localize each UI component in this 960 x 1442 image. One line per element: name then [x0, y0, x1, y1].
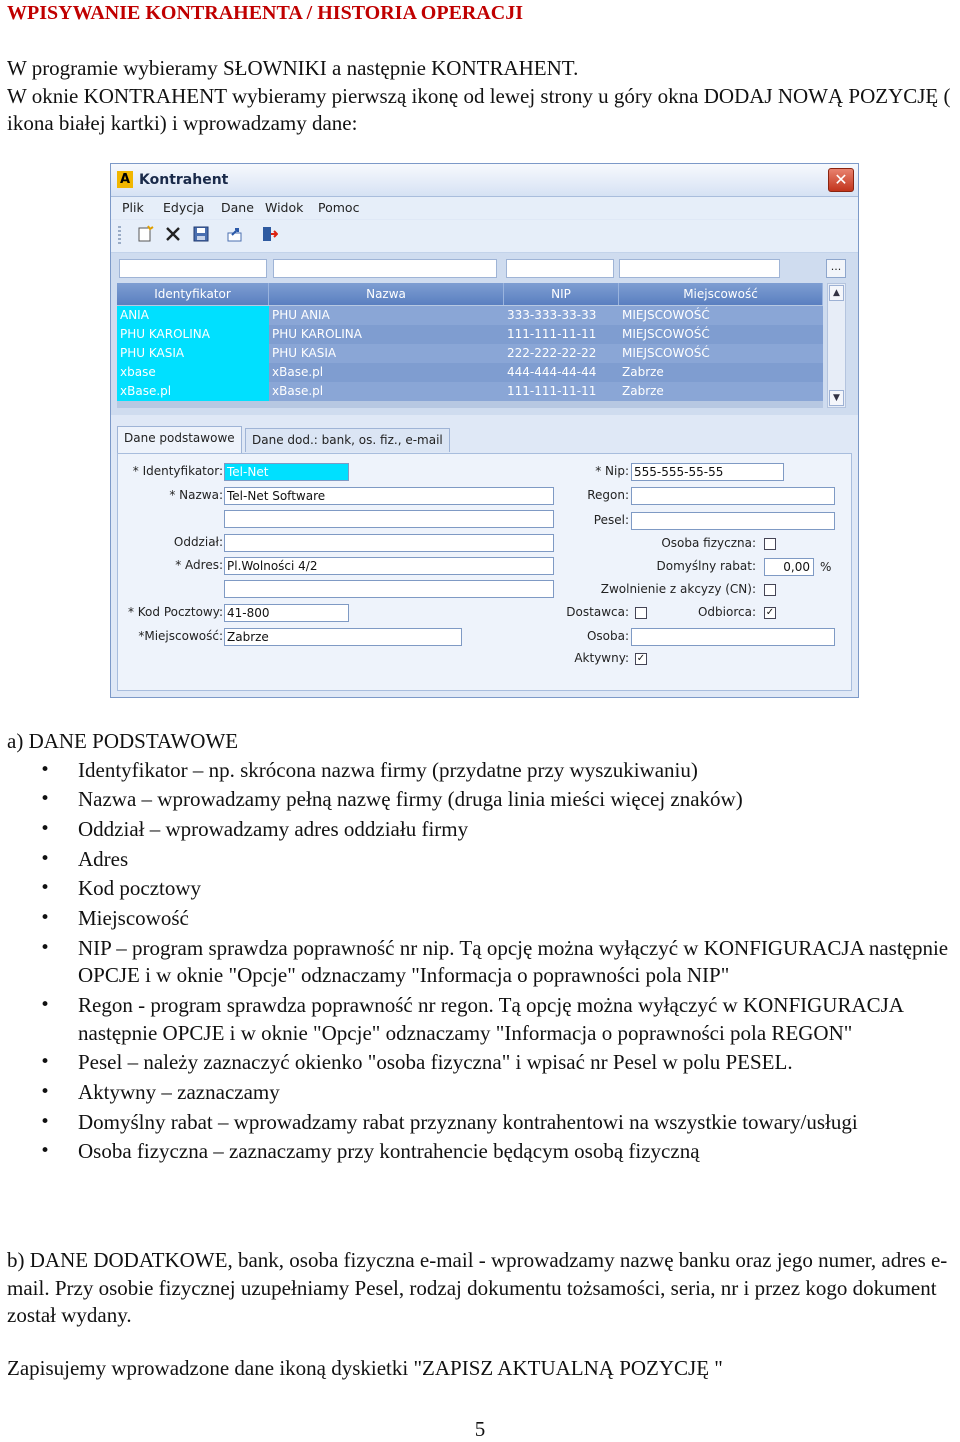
section-a-title: a) DANE PODSTAWOWE [7, 729, 239, 753]
table-row[interactable] [117, 306, 823, 325]
menu-plik[interactable]: Plik [122, 200, 144, 215]
nazwa-field[interactable]: Tel-Net Software [224, 487, 554, 505]
identyfikator-label: * Identyfikator: [132, 464, 223, 478]
aktywny-label: Aktywny: [574, 651, 629, 665]
table-row[interactable] [117, 344, 823, 363]
filter-miejscowosc[interactable] [619, 259, 780, 278]
list-item: • Aktywny – zaznaczamy [7, 1079, 959, 1107]
filter-nazwa[interactable] [273, 259, 497, 278]
cell-nip: 333-333-33-33 [504, 306, 619, 325]
osoba-label: Osoba: [586, 629, 629, 643]
new-card-icon[interactable] [135, 225, 155, 245]
cell-miejscowosc: Zabrze [619, 382, 823, 401]
adres-field[interactable]: Pl.Wolności 4/2 [224, 557, 554, 575]
cell-nazwa: PHU ANIA [269, 306, 504, 325]
section-b-text: b) DANE DODATKOWE, bank, osoba fizyczna e-mail - wprowadzamy nazwę banku oraz jego numer, adres e-mail. Przy osobie fizycznej uzupełniamy Pesel, rodzaj dokumentu tożsamości, seria, nr i przez kogo dokument został wydany. [7, 1248, 948, 1327]
kod-pocztowy-label: * Kod Pocztowy: [127, 605, 223, 619]
window-title: Kontrahent [139, 172, 229, 188]
window-titlebar [111, 164, 858, 197]
adres-line2-field[interactable] [224, 580, 554, 598]
osoba-fizyczna-checkbox[interactable] [764, 538, 776, 550]
nip-label: * Nip: [595, 464, 629, 478]
table-row[interactable] [117, 363, 823, 382]
odbiorca-checkbox[interactable]: ✓ [765, 607, 775, 618]
pesel-label: Pesel: [593, 513, 629, 527]
cell-nazwa: xBase.pl [269, 382, 504, 401]
menu-pomoc[interactable]: Pomoc [318, 200, 360, 215]
kontrahent-window-screenshot [110, 163, 859, 698]
odbiorca-label: Odbiorca: [697, 605, 756, 619]
miejscowosc-label: *Miejscowość: [138, 629, 223, 643]
field-description-list [7, 757, 959, 1166]
cell-miejscowosc: MIEJSCOWOŚĆ [619, 306, 823, 325]
list-item: • Oddział – wprowadzamy adres oddziału firmy [7, 816, 959, 844]
domyslny-rabat-field[interactable]: 0,00 [764, 558, 814, 576]
col-header-nip[interactable]: NIP [504, 283, 619, 305]
cell-identyfikator: PHU KASIA [117, 344, 269, 363]
tab-dane-podstawowe[interactable]: Dane podstawowe [117, 426, 242, 454]
list-item: • Miejscowość [7, 905, 959, 933]
cell-nazwa: xBase.pl [269, 363, 504, 382]
nazwa-line2-field[interactable] [224, 510, 554, 528]
col-header-miejscowosc[interactable]: Miejscowość [619, 283, 823, 305]
list-item: • Adres [7, 846, 959, 874]
intro-line-2: W oknie KONTRAHENT wybieramy pierwszą ikonę od lewej strony u góry okna DODAJ NOWĄ POZYCJĘ ( ikona białej kartki) i wprowadzamy dane: [7, 83, 951, 135]
zwolnienie-akcyza-checkbox[interactable] [764, 584, 776, 596]
cell-miejscowosc: Zabrze [619, 363, 823, 382]
list-area [111, 253, 858, 415]
list-item: • Nazwa – wprowadzamy pełną nazwę firmy (druga linia mieści więcej znaków) [7, 786, 959, 814]
cell-miejscowosc: MIEJSCOWOŚĆ [619, 344, 823, 363]
cell-nazwa: PHU KASIA [269, 344, 504, 363]
table-row[interactable] [117, 325, 823, 344]
table-scrollbar[interactable] [827, 283, 846, 408]
close-icon[interactable]: ✕ [828, 168, 854, 192]
domyslny-rabat-label: Domyślny rabat: [656, 559, 756, 573]
contractor-table [117, 283, 823, 408]
oddzial-field[interactable] [224, 534, 554, 552]
regon-label: Regon: [587, 488, 629, 502]
miejscowosc-field[interactable]: Zabrze [224, 628, 462, 646]
list-item: • Domyślny rabat – wprowadzamy rabat przyznany kontrahentowi na wszystkie towary/usługi [7, 1109, 959, 1137]
cell-identyfikator: ANIA [117, 306, 269, 325]
list-item: • Kod pocztowy [7, 875, 959, 903]
cell-identyfikator: PHU KAROLINA [117, 325, 269, 344]
zwolnienie-akcyza-label: Zwolnienie z akcyzy (CN): [600, 582, 756, 596]
filter-options-button[interactable]: ... [826, 259, 846, 278]
kod-pocztowy-field[interactable]: 41-800 [224, 604, 349, 622]
delete-icon[interactable] [163, 225, 183, 245]
document-heading: WPISYWANIE KONTRAHENTA / HISTORIA OPERACJI [7, 2, 524, 24]
scroll-down-icon[interactable]: ▼ [829, 390, 844, 406]
list-item: • Pesel – należy zaznaczyć okienko "osoba fizyczna" i wpisać nr Pesel w polu PESEL. [7, 1049, 959, 1077]
nip-field[interactable]: 555-555-55-55 [631, 463, 784, 481]
intro-line-1: W programie wybieramy SŁOWNIKI a następnie KONTRAHENT. [7, 56, 579, 80]
contractor-form [117, 453, 852, 691]
list-item: • Regon - program sprawdza poprawność nr regon. Tą opcję można wyłączyć w KONFIGURACJA następnie OPCJE i w oknie "Opcje" odznaczamy "Informacja o poprawności pola REGON" [7, 992, 959, 1047]
cell-nip: 111-111-11-11 [504, 382, 619, 401]
nazwa-label: * Nazwa: [169, 488, 223, 502]
save-disk-icon[interactable] [191, 225, 211, 245]
cell-identyfikator: xbase [117, 363, 269, 382]
osoba-fizyczna-label: Osoba fizyczna: [661, 536, 756, 550]
dostawca-checkbox[interactable] [635, 607, 647, 619]
cell-nip: 444-444-44-44 [504, 363, 619, 382]
cell-nip: 111-111-11-11 [504, 325, 619, 344]
exit-door-icon[interactable] [259, 225, 279, 245]
save-instruction: Zapisujemy wprowadzone dane ikoną dyskietki "ZAPISZ AKTUALNĄ POZYCJĘ " [7, 1356, 723, 1380]
tab-dane-dodatkowe[interactable]: Dane dod.: bank, os. fiz., e-mail [245, 428, 450, 452]
toolbar [111, 220, 858, 253]
menu-edycja[interactable]: Edycja [163, 200, 205, 215]
menu-dane[interactable]: Dane [221, 200, 254, 215]
cell-miejscowosc: MIEJSCOWOŚĆ [619, 325, 823, 344]
osoba-field[interactable] [631, 628, 835, 646]
filter-nip[interactable] [506, 259, 614, 278]
menu-widok[interactable]: Widok [265, 200, 304, 215]
form-tabs [111, 426, 858, 454]
col-header-nazwa[interactable]: Nazwa [269, 283, 504, 305]
menu-bar [111, 197, 858, 219]
toolbar-grip [118, 226, 121, 246]
intro-text [7, 55, 957, 138]
list-item: • NIP – program sprawdza poprawność nr nip. Tą opcję można wyłączyć w KONFIGURACJA następnie OPCJE i w oknie "Opcje" odznaczamy "Informacja o poprawności pola NIP" [7, 935, 959, 990]
regon-field[interactable] [631, 487, 835, 505]
oddzial-label: Oddział: [173, 535, 223, 549]
col-header-identyfikator[interactable]: Identyfikator [117, 283, 269, 305]
dostawca-label: Dostawca: [566, 605, 629, 619]
cell-identyfikator: xBase.pl [117, 382, 269, 401]
cell-nip: 222-222-22-22 [504, 344, 619, 363]
list-item: • Identyfikator – np. skrócona nazwa firmy (przydatne przy wyszukiwaniu) [7, 757, 959, 785]
list-item: • Osoba fizyczna – zaznaczamy przy kontrahencie będącym osobą fizyczną [7, 1138, 959, 1166]
section-a [7, 727, 959, 1168]
table-row[interactable] [117, 382, 823, 401]
app-logo-icon: A [117, 171, 133, 188]
cell-nazwa: PHU KAROLINA [269, 325, 504, 344]
rabat-unit: % [820, 560, 832, 574]
table-header [117, 283, 823, 305]
filter-identyfikator[interactable] [119, 259, 267, 278]
page-number: 5 [474, 1417, 486, 1441]
identyfikator-field[interactable]: Tel-Net [224, 463, 349, 481]
export-icon[interactable] [225, 225, 245, 245]
adres-label: * Adres: [175, 558, 223, 572]
scroll-up-icon[interactable]: ▲ [829, 285, 844, 301]
aktywny-checkbox[interactable]: ✓ [636, 653, 646, 664]
pesel-field[interactable] [631, 512, 835, 530]
